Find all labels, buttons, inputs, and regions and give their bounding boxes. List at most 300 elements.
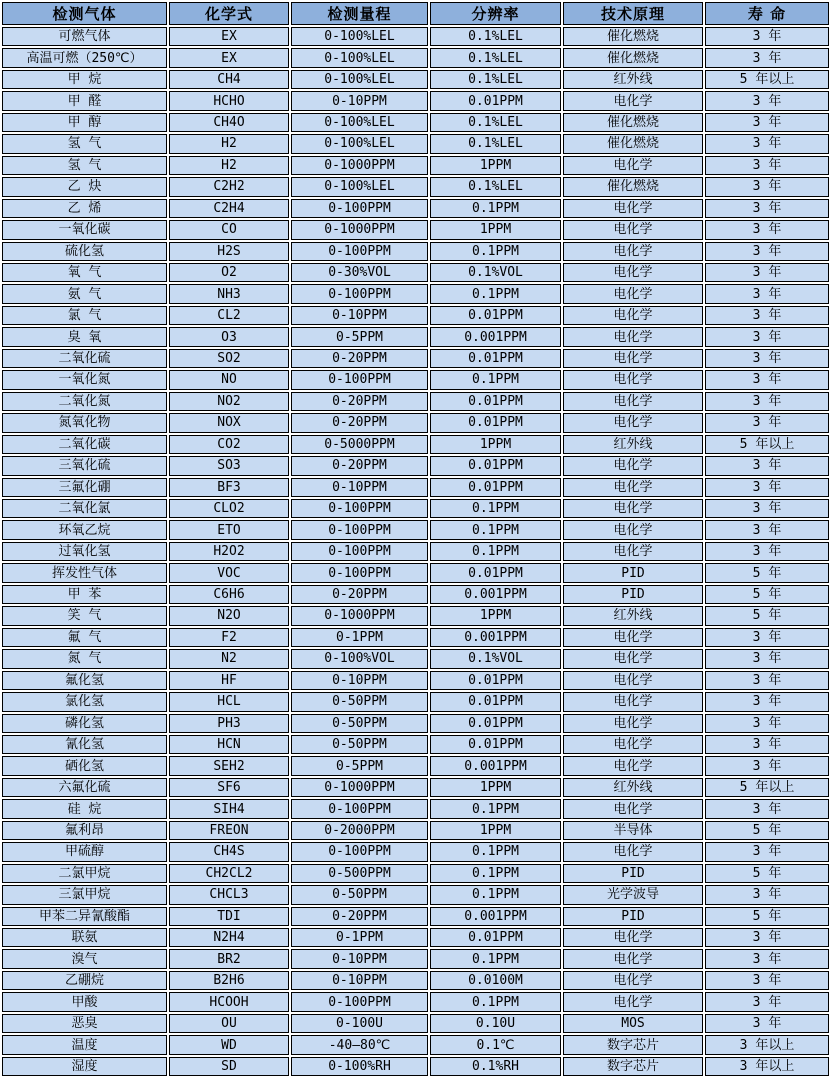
table-row bbox=[2, 885, 829, 904]
cell-resolution: 0.1PPM bbox=[430, 799, 561, 818]
cell-gas: 三氟化硼 bbox=[2, 478, 167, 497]
cell-formula: WD bbox=[169, 1035, 289, 1054]
table-row bbox=[2, 1014, 829, 1033]
cell-lifespan: 3 年 bbox=[705, 370, 829, 389]
cell-range: 0-50PPM bbox=[291, 692, 428, 711]
cell-resolution: 1PPM bbox=[430, 156, 561, 175]
cell-range: 0-100PPM bbox=[291, 842, 428, 861]
cell-principle: 光学波导 bbox=[563, 885, 703, 904]
cell-gas: 六氟化硫 bbox=[2, 778, 167, 797]
cell-gas: 甲硫醇 bbox=[2, 842, 167, 861]
cell-formula: HCL bbox=[169, 692, 289, 711]
cell-principle: 电化学 bbox=[563, 756, 703, 775]
cell-principle: 电化学 bbox=[563, 692, 703, 711]
cell-range: 0-20PPM bbox=[291, 413, 428, 432]
table-row bbox=[2, 542, 829, 561]
cell-resolution: 0.1PPM bbox=[430, 520, 561, 539]
table-row bbox=[2, 177, 829, 196]
cell-range: 0-1000PPM bbox=[291, 220, 428, 239]
cell-principle: 催化燃烧 bbox=[563, 48, 703, 67]
cell-formula: B2H6 bbox=[169, 971, 289, 990]
cell-range: 0-100PPM bbox=[291, 563, 428, 582]
cell-range: 0-1PPM bbox=[291, 928, 428, 947]
cell-resolution: 0.001PPM bbox=[430, 585, 561, 604]
cell-resolution: 0.1PPM bbox=[430, 992, 561, 1011]
cell-gas: 氟利昂 bbox=[2, 821, 167, 840]
cell-gas: 一氧化碳 bbox=[2, 220, 167, 239]
cell-gas: 联氨 bbox=[2, 928, 167, 947]
cell-principle: 红外线 bbox=[563, 778, 703, 797]
cell-formula: OU bbox=[169, 1014, 289, 1033]
cell-resolution: 0.001PPM bbox=[430, 756, 561, 775]
cell-lifespan: 3 年 bbox=[705, 949, 829, 968]
cell-formula: C6H6 bbox=[169, 585, 289, 604]
cell-lifespan: 3 年 bbox=[705, 520, 829, 539]
cell-gas: 甲 醇 bbox=[2, 113, 167, 132]
cell-gas: 臭 氧 bbox=[2, 327, 167, 346]
cell-resolution: 0.01PPM bbox=[430, 478, 561, 497]
cell-gas: 氰化氢 bbox=[2, 735, 167, 754]
cell-resolution: 0.01PPM bbox=[430, 735, 561, 754]
cell-gas: 氟 气 bbox=[2, 628, 167, 647]
cell-principle: 电化学 bbox=[563, 842, 703, 861]
cell-formula: CH2CL2 bbox=[169, 864, 289, 883]
table-row bbox=[2, 821, 829, 840]
table-row bbox=[2, 1057, 829, 1076]
cell-resolution: 0.1PPM bbox=[430, 949, 561, 968]
cell-formula: H2S bbox=[169, 242, 289, 261]
cell-gas: 甲 烷 bbox=[2, 70, 167, 89]
cell-resolution: 0.001PPM bbox=[430, 628, 561, 647]
cell-range: 0-100PPM bbox=[291, 799, 428, 818]
cell-lifespan: 3 年 bbox=[705, 799, 829, 818]
cell-formula: HF bbox=[169, 671, 289, 690]
cell-lifespan: 5 年 bbox=[705, 563, 829, 582]
cell-gas: 环氧乙烷 bbox=[2, 520, 167, 539]
cell-range: 0-100PPM bbox=[291, 520, 428, 539]
cell-lifespan: 3 年 bbox=[705, 306, 829, 325]
cell-resolution: 0.001PPM bbox=[430, 327, 561, 346]
cell-resolution: 0.10U bbox=[430, 1014, 561, 1033]
cell-gas: 过氧化氢 bbox=[2, 542, 167, 561]
cell-gas: 高温可燃（250℃） bbox=[2, 48, 167, 67]
cell-formula: H2 bbox=[169, 156, 289, 175]
cell-lifespan: 3 年 bbox=[705, 327, 829, 346]
cell-formula: CHCL3 bbox=[169, 885, 289, 904]
cell-range: 0-10PPM bbox=[291, 478, 428, 497]
cell-principle: 电化学 bbox=[563, 284, 703, 303]
cell-lifespan: 3 年 bbox=[705, 134, 829, 153]
cell-principle: 电化学 bbox=[563, 456, 703, 475]
cell-resolution: 0.01PPM bbox=[430, 392, 561, 411]
table-row bbox=[2, 971, 829, 990]
cell-resolution: 0.1%LEL bbox=[430, 134, 561, 153]
cell-gas: 氟化氢 bbox=[2, 671, 167, 690]
cell-formula: VOC bbox=[169, 563, 289, 582]
cell-principle: MOS bbox=[563, 1014, 703, 1033]
cell-gas: 恶臭 bbox=[2, 1014, 167, 1033]
header-row bbox=[2, 2, 829, 25]
table-row bbox=[2, 842, 829, 861]
column-header-2: 检测量程 bbox=[291, 2, 428, 25]
table-row bbox=[2, 1035, 829, 1054]
cell-principle: 电化学 bbox=[563, 199, 703, 218]
cell-formula: EX bbox=[169, 27, 289, 46]
table-row bbox=[2, 499, 829, 518]
cell-formula: NOX bbox=[169, 413, 289, 432]
cell-range: 0-1000PPM bbox=[291, 778, 428, 797]
cell-formula: HCN bbox=[169, 735, 289, 754]
table-row bbox=[2, 435, 829, 454]
cell-gas: 二氧化碳 bbox=[2, 435, 167, 454]
cell-range: 0-100PPM bbox=[291, 284, 428, 303]
cell-resolution: 0.1PPM bbox=[430, 242, 561, 261]
cell-gas: 硫化氢 bbox=[2, 242, 167, 261]
cell-lifespan: 3 年 bbox=[705, 199, 829, 218]
cell-lifespan: 5 年 bbox=[705, 864, 829, 883]
table-row bbox=[2, 284, 829, 303]
cell-principle: 电化学 bbox=[563, 91, 703, 110]
cell-lifespan: 3 年 bbox=[705, 756, 829, 775]
cell-resolution: 0.001PPM bbox=[430, 907, 561, 926]
cell-formula: TDI bbox=[169, 907, 289, 926]
table-row bbox=[2, 91, 829, 110]
cell-principle: 电化学 bbox=[563, 499, 703, 518]
table-row bbox=[2, 306, 829, 325]
cell-formula: EX bbox=[169, 48, 289, 67]
cell-resolution: 0.01PPM bbox=[430, 714, 561, 733]
column-header-0: 检测气体 bbox=[2, 2, 167, 25]
table-row bbox=[2, 799, 829, 818]
cell-lifespan: 3 年 bbox=[705, 113, 829, 132]
table-body bbox=[2, 27, 829, 1076]
cell-lifespan: 5 年 bbox=[705, 606, 829, 625]
cell-range: 0-100%LEL bbox=[291, 48, 428, 67]
table-row bbox=[2, 456, 829, 475]
cell-resolution: 1PPM bbox=[430, 435, 561, 454]
cell-lifespan: 5 年 bbox=[705, 821, 829, 840]
cell-formula: CO bbox=[169, 220, 289, 239]
table-row bbox=[2, 242, 829, 261]
cell-formula: N2 bbox=[169, 649, 289, 668]
table-row bbox=[2, 27, 829, 46]
cell-formula: SEH2 bbox=[169, 756, 289, 775]
cell-formula: O3 bbox=[169, 327, 289, 346]
cell-resolution: 0.01PPM bbox=[430, 91, 561, 110]
cell-gas: 二氧化氮 bbox=[2, 392, 167, 411]
cell-range: 0-100%LEL bbox=[291, 177, 428, 196]
cell-formula: PH3 bbox=[169, 714, 289, 733]
cell-principle: 电化学 bbox=[563, 971, 703, 990]
cell-gas: 氯 气 bbox=[2, 306, 167, 325]
table-row bbox=[2, 349, 829, 368]
cell-gas: 可燃气体 bbox=[2, 27, 167, 46]
table-row bbox=[2, 714, 829, 733]
cell-lifespan: 3 年 bbox=[705, 842, 829, 861]
cell-principle: PID bbox=[563, 563, 703, 582]
cell-lifespan: 3 年 bbox=[705, 91, 829, 110]
cell-formula: ETO bbox=[169, 520, 289, 539]
cell-formula: SO3 bbox=[169, 456, 289, 475]
cell-resolution: 0.1PPM bbox=[430, 284, 561, 303]
cell-principle: 电化学 bbox=[563, 542, 703, 561]
cell-formula: F2 bbox=[169, 628, 289, 647]
cell-gas: 乙 烯 bbox=[2, 199, 167, 218]
cell-principle: 数字芯片 bbox=[563, 1057, 703, 1076]
cell-lifespan: 3 年以上 bbox=[705, 1035, 829, 1054]
table-row bbox=[2, 327, 829, 346]
cell-gas: 甲 醛 bbox=[2, 91, 167, 110]
cell-resolution: 0.1%LEL bbox=[430, 113, 561, 132]
cell-lifespan: 3 年 bbox=[705, 714, 829, 733]
cell-gas: 二氧化硫 bbox=[2, 349, 167, 368]
table-row bbox=[2, 392, 829, 411]
cell-range: 0-10PPM bbox=[291, 91, 428, 110]
cell-resolution: 0.1PPM bbox=[430, 199, 561, 218]
cell-formula: NO bbox=[169, 370, 289, 389]
table-row bbox=[2, 263, 829, 282]
cell-range: 0-100%VOL bbox=[291, 649, 428, 668]
cell-range: 0-100%RH bbox=[291, 1057, 428, 1076]
column-header-4: 技术原理 bbox=[563, 2, 703, 25]
cell-formula: FREON bbox=[169, 821, 289, 840]
cell-gas: 温度 bbox=[2, 1035, 167, 1054]
cell-lifespan: 3 年 bbox=[705, 349, 829, 368]
cell-formula: CLO2 bbox=[169, 499, 289, 518]
cell-formula: SO2 bbox=[169, 349, 289, 368]
cell-principle: 电化学 bbox=[563, 992, 703, 1011]
cell-range: 0-100PPM bbox=[291, 499, 428, 518]
cell-lifespan: 5 年以上 bbox=[705, 70, 829, 89]
table-row bbox=[2, 585, 829, 604]
cell-formula: H2O2 bbox=[169, 542, 289, 561]
cell-resolution: 0.01PPM bbox=[430, 349, 561, 368]
cell-gas: 甲 苯 bbox=[2, 585, 167, 604]
cell-resolution: 1PPM bbox=[430, 606, 561, 625]
cell-principle: 电化学 bbox=[563, 478, 703, 497]
cell-lifespan: 3 年 bbox=[705, 971, 829, 990]
cell-principle: 电化学 bbox=[563, 220, 703, 239]
table-row bbox=[2, 671, 829, 690]
cell-range: 0-100%LEL bbox=[291, 27, 428, 46]
table-row bbox=[2, 563, 829, 582]
cell-lifespan: 3 年 bbox=[705, 735, 829, 754]
cell-gas: 氯化氢 bbox=[2, 692, 167, 711]
cell-range: 0-10PPM bbox=[291, 671, 428, 690]
cell-principle: 电化学 bbox=[563, 413, 703, 432]
table-row bbox=[2, 220, 829, 239]
cell-resolution: 0.1PPM bbox=[430, 864, 561, 883]
cell-lifespan: 3 年 bbox=[705, 928, 829, 947]
column-header-3: 分辨率 bbox=[430, 2, 561, 25]
cell-resolution: 0.1PPM bbox=[430, 542, 561, 561]
cell-principle: 电化学 bbox=[563, 714, 703, 733]
cell-formula: CH4S bbox=[169, 842, 289, 861]
cell-resolution: 1PPM bbox=[430, 778, 561, 797]
table-row bbox=[2, 156, 829, 175]
cell-principle: 催化燃烧 bbox=[563, 134, 703, 153]
table-row bbox=[2, 649, 829, 668]
cell-gas: 挥发性气体 bbox=[2, 563, 167, 582]
table-row bbox=[2, 70, 829, 89]
cell-lifespan: 3 年 bbox=[705, 242, 829, 261]
cell-gas: 磷化氢 bbox=[2, 714, 167, 733]
cell-lifespan: 3 年 bbox=[705, 692, 829, 711]
table-row bbox=[2, 520, 829, 539]
cell-gas: 硅 烷 bbox=[2, 799, 167, 818]
column-header-1: 化学式 bbox=[169, 2, 289, 25]
cell-range: 0-5000PPM bbox=[291, 435, 428, 454]
cell-gas: 氮 气 bbox=[2, 649, 167, 668]
cell-gas: 氮氧化物 bbox=[2, 413, 167, 432]
cell-lifespan: 3 年 bbox=[705, 628, 829, 647]
cell-range: 0-20PPM bbox=[291, 907, 428, 926]
table-row bbox=[2, 756, 829, 775]
cell-range: 0-100PPM bbox=[291, 992, 428, 1011]
cell-lifespan: 3 年 bbox=[705, 413, 829, 432]
cell-range: 0-100PPM bbox=[291, 199, 428, 218]
cell-formula: CH4O bbox=[169, 113, 289, 132]
cell-gas: 氢 气 bbox=[2, 156, 167, 175]
cell-principle: 红外线 bbox=[563, 70, 703, 89]
cell-gas: 硒化氢 bbox=[2, 756, 167, 775]
cell-resolution: 0.1%LEL bbox=[430, 177, 561, 196]
cell-gas: 三氧化硫 bbox=[2, 456, 167, 475]
cell-range: 0-20PPM bbox=[291, 585, 428, 604]
cell-formula: N2H4 bbox=[169, 928, 289, 947]
cell-gas: 甲酸 bbox=[2, 992, 167, 1011]
cell-principle: 电化学 bbox=[563, 735, 703, 754]
cell-principle: PID bbox=[563, 585, 703, 604]
cell-principle: 催化燃烧 bbox=[563, 177, 703, 196]
cell-principle: 红外线 bbox=[563, 435, 703, 454]
cell-principle: 电化学 bbox=[563, 242, 703, 261]
cell-principle: 电化学 bbox=[563, 799, 703, 818]
cell-principle: 电化学 bbox=[563, 306, 703, 325]
cell-lifespan: 3 年 bbox=[705, 885, 829, 904]
cell-principle: 电化学 bbox=[563, 263, 703, 282]
cell-lifespan: 3 年 bbox=[705, 542, 829, 561]
cell-formula: BF3 bbox=[169, 478, 289, 497]
cell-formula: O2 bbox=[169, 263, 289, 282]
cell-lifespan: 3 年 bbox=[705, 649, 829, 668]
cell-principle: 电化学 bbox=[563, 520, 703, 539]
cell-resolution: 0.1PPM bbox=[430, 842, 561, 861]
table-row bbox=[2, 370, 829, 389]
cell-principle: 电化学 bbox=[563, 349, 703, 368]
table-row bbox=[2, 928, 829, 947]
cell-range: 0-5PPM bbox=[291, 756, 428, 775]
cell-range: 0-100PPM bbox=[291, 242, 428, 261]
cell-resolution: 1PPM bbox=[430, 821, 561, 840]
cell-resolution: 0.01PPM bbox=[430, 671, 561, 690]
cell-resolution: 0.1%LEL bbox=[430, 27, 561, 46]
cell-formula: NH3 bbox=[169, 284, 289, 303]
cell-range: 0-20PPM bbox=[291, 349, 428, 368]
cell-principle: 电化学 bbox=[563, 327, 703, 346]
cell-range: 0-100U bbox=[291, 1014, 428, 1033]
cell-formula: H2 bbox=[169, 134, 289, 153]
cell-resolution: 1PPM bbox=[430, 220, 561, 239]
cell-lifespan: 3 年 bbox=[705, 48, 829, 67]
column-header-5: 寿 命 bbox=[705, 2, 829, 25]
cell-lifespan: 5 年 bbox=[705, 585, 829, 604]
cell-principle: 电化学 bbox=[563, 671, 703, 690]
cell-lifespan: 3 年 bbox=[705, 284, 829, 303]
cell-principle: 半导体 bbox=[563, 821, 703, 840]
cell-range: 0-10PPM bbox=[291, 306, 428, 325]
cell-formula: SF6 bbox=[169, 778, 289, 797]
cell-lifespan: 3 年 bbox=[705, 478, 829, 497]
cell-principle: 红外线 bbox=[563, 606, 703, 625]
table-row bbox=[2, 48, 829, 67]
cell-lifespan: 3 年 bbox=[705, 177, 829, 196]
cell-gas: 湿度 bbox=[2, 1057, 167, 1076]
cell-gas: 乙 炔 bbox=[2, 177, 167, 196]
cell-lifespan: 3 年 bbox=[705, 499, 829, 518]
cell-range: 0-100%LEL bbox=[291, 113, 428, 132]
cell-resolution: 0.1%LEL bbox=[430, 70, 561, 89]
cell-gas: 氧 气 bbox=[2, 263, 167, 282]
cell-resolution: 0.1%RH bbox=[430, 1057, 561, 1076]
cell-lifespan: 3 年 bbox=[705, 456, 829, 475]
cell-resolution: 0.01PPM bbox=[430, 563, 561, 582]
cell-principle: 数字芯片 bbox=[563, 1035, 703, 1054]
cell-formula: SIH4 bbox=[169, 799, 289, 818]
cell-formula: BR2 bbox=[169, 949, 289, 968]
cell-formula: HCOOH bbox=[169, 992, 289, 1011]
table-row bbox=[2, 113, 829, 132]
cell-range: 0-5PPM bbox=[291, 327, 428, 346]
cell-gas: 甲苯二异氰酸酯 bbox=[2, 907, 167, 926]
table-row bbox=[2, 628, 829, 647]
cell-resolution: 0.1℃ bbox=[430, 1035, 561, 1054]
table-row bbox=[2, 413, 829, 432]
cell-formula: C2H4 bbox=[169, 199, 289, 218]
cell-range: 0-100%LEL bbox=[291, 134, 428, 153]
cell-resolution: 0.1PPM bbox=[430, 885, 561, 904]
cell-range: 0-10PPM bbox=[291, 971, 428, 990]
table-row bbox=[2, 992, 829, 1011]
table-row bbox=[2, 134, 829, 153]
cell-lifespan: 5 年 bbox=[705, 907, 829, 926]
cell-range: 0-100%LEL bbox=[291, 70, 428, 89]
cell-principle: 催化燃烧 bbox=[563, 113, 703, 132]
cell-range: 0-20PPM bbox=[291, 456, 428, 475]
cell-resolution: 0.0100M bbox=[430, 971, 561, 990]
cell-lifespan: 3 年 bbox=[705, 392, 829, 411]
cell-range: 0-1000PPM bbox=[291, 606, 428, 625]
cell-gas: 氨 气 bbox=[2, 284, 167, 303]
cell-lifespan: 5 年以上 bbox=[705, 778, 829, 797]
table-row bbox=[2, 778, 829, 797]
cell-gas: 笑 气 bbox=[2, 606, 167, 625]
cell-range: -40—80℃ bbox=[291, 1035, 428, 1054]
table-row bbox=[2, 199, 829, 218]
cell-lifespan: 3 年 bbox=[705, 992, 829, 1011]
cell-principle: PID bbox=[563, 864, 703, 883]
cell-range: 0-50PPM bbox=[291, 885, 428, 904]
cell-resolution: 0.1%VOL bbox=[430, 649, 561, 668]
cell-range: 0-1PPM bbox=[291, 628, 428, 647]
cell-formula: SD bbox=[169, 1057, 289, 1076]
cell-lifespan: 3 年 bbox=[705, 671, 829, 690]
cell-resolution: 0.01PPM bbox=[430, 928, 561, 947]
cell-formula: HCHO bbox=[169, 91, 289, 110]
cell-range: 0-30%VOL bbox=[291, 263, 428, 282]
cell-range: 0-20PPM bbox=[291, 392, 428, 411]
cell-lifespan: 3 年 bbox=[705, 1014, 829, 1033]
